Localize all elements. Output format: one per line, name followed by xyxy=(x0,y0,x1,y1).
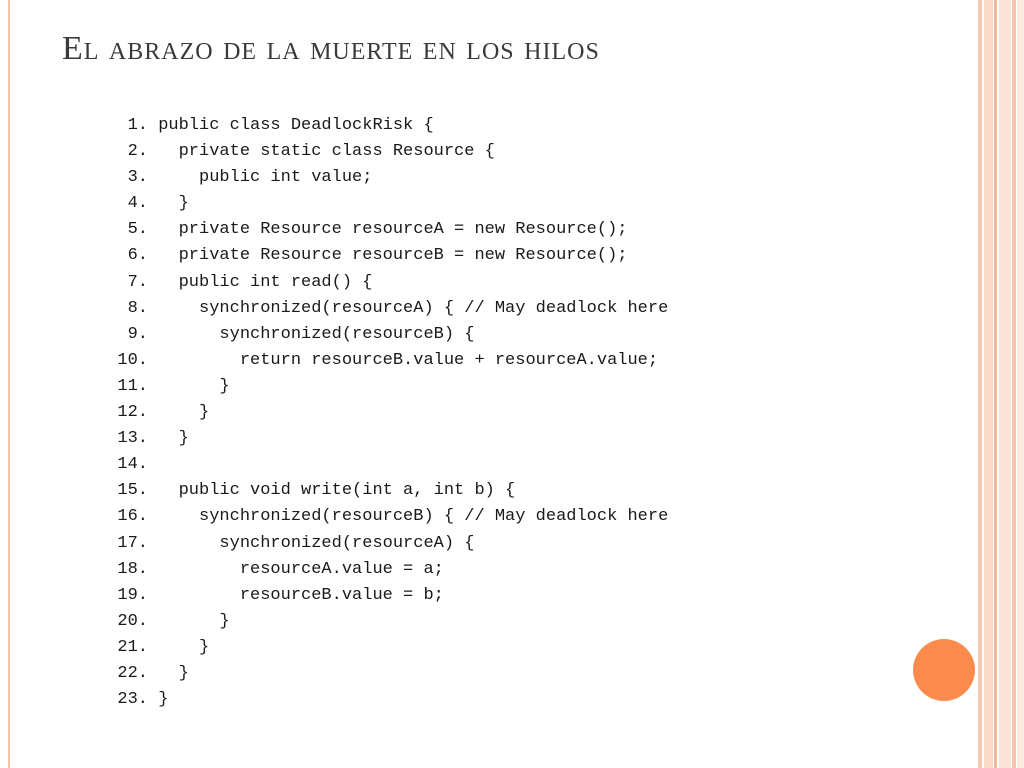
code-line xyxy=(100,635,668,661)
line-number: 12. xyxy=(117,403,148,423)
line-number: 4. xyxy=(127,194,148,214)
code-line xyxy=(100,217,668,243)
decor-stripe xyxy=(994,0,997,768)
code-line xyxy=(100,557,668,583)
code-line xyxy=(100,191,668,217)
code-text: return resourceB.value + resourceA.value; xyxy=(158,350,659,370)
line-number: 20. xyxy=(117,611,148,631)
line-spacer xyxy=(148,638,158,657)
line-number: 7. xyxy=(127,272,148,292)
code-text: } xyxy=(158,403,210,423)
line-spacer xyxy=(148,534,158,553)
code-line xyxy=(100,165,668,191)
code-line xyxy=(100,348,668,374)
code-line xyxy=(100,504,668,530)
line-number: 8. xyxy=(127,298,148,318)
code-line xyxy=(100,296,668,322)
code-text: private static class Resource { xyxy=(158,142,495,162)
code-text: } xyxy=(158,690,169,710)
line-spacer xyxy=(148,351,158,370)
code-text: resourceA.value = a; xyxy=(158,559,444,579)
line-spacer xyxy=(148,403,158,422)
code-text: } xyxy=(158,429,189,449)
line-number: 3. xyxy=(127,168,148,188)
code-text: } xyxy=(158,194,189,214)
code-text: synchronized(resourceA) { xyxy=(158,533,475,553)
line-number: 21. xyxy=(117,637,148,657)
line-number: 2. xyxy=(127,142,148,162)
decor-stripe xyxy=(1012,0,1016,768)
line-spacer xyxy=(148,507,158,526)
line-spacer xyxy=(148,690,158,709)
decor-circle xyxy=(913,639,975,701)
code-text: private Resource resourceA = new Resource(); xyxy=(158,220,628,240)
code-line xyxy=(100,452,668,478)
line-number: 13. xyxy=(117,429,148,449)
code-text: private Resource resourceB = new Resource(); xyxy=(158,246,628,266)
code-text: synchronized(resourceB) { // May deadlock here xyxy=(158,507,669,527)
line-number: 19. xyxy=(117,585,148,605)
line-spacer xyxy=(148,586,158,605)
decor-stripe xyxy=(978,0,982,768)
line-number: 9. xyxy=(127,324,148,344)
code-text: } xyxy=(158,663,189,683)
line-spacer xyxy=(148,612,158,631)
code-text: } xyxy=(158,637,210,657)
line-spacer xyxy=(148,194,158,213)
code-text: public void write(int a, int b) { xyxy=(158,481,516,501)
code-text: public int value; xyxy=(158,168,373,188)
line-number: 5. xyxy=(127,220,148,240)
line-spacer xyxy=(148,142,158,161)
code-line xyxy=(100,400,668,426)
line-spacer xyxy=(148,664,158,683)
line-number: 17. xyxy=(117,533,148,553)
line-spacer xyxy=(148,377,158,396)
line-number: 15. xyxy=(117,481,148,501)
line-spacer xyxy=(148,220,158,239)
line-spacer xyxy=(148,116,158,135)
line-number: 1. xyxy=(127,116,148,135)
line-spacer xyxy=(148,246,158,265)
code-text: synchronized(resourceB) { xyxy=(158,324,475,344)
decor-stripe xyxy=(999,0,1011,768)
line-spacer xyxy=(148,325,158,344)
code-block xyxy=(100,113,668,713)
code-line xyxy=(100,478,668,504)
code-line xyxy=(100,139,668,165)
code-text: } xyxy=(158,611,230,631)
code-line xyxy=(100,322,668,348)
decor-stripe xyxy=(1017,0,1024,768)
line-number: 16. xyxy=(117,507,148,527)
code-line xyxy=(100,661,668,687)
line-number: 11. xyxy=(117,376,148,396)
decor-stripe xyxy=(984,0,993,768)
code-line xyxy=(100,243,668,269)
code-line xyxy=(100,583,668,609)
line-spacer xyxy=(148,560,158,579)
line-number: 10. xyxy=(117,350,148,370)
code-line xyxy=(100,687,668,713)
code-line xyxy=(100,609,668,635)
line-spacer xyxy=(148,299,158,318)
line-number: 14. xyxy=(117,455,148,475)
line-spacer xyxy=(148,481,158,500)
code-line xyxy=(100,426,668,452)
code-text: synchronized(resourceA) { // May deadlock here xyxy=(158,298,669,318)
line-spacer xyxy=(148,273,158,292)
code-text: public int read() { xyxy=(158,272,373,292)
line-number: 6. xyxy=(127,246,148,266)
line-number: 23. xyxy=(117,690,148,710)
code-line xyxy=(100,270,668,296)
code-text: resourceB.value = b; xyxy=(158,585,444,605)
slide-title: El abrazo de la muerte en los hilos xyxy=(62,30,600,67)
left-border-line xyxy=(8,0,10,768)
code-line xyxy=(100,531,668,557)
code-text: public class DeadlockRisk { xyxy=(158,116,434,135)
line-spacer xyxy=(148,455,158,474)
code-text: } xyxy=(158,376,230,396)
line-number: 22. xyxy=(117,663,148,683)
line-number: 18. xyxy=(117,559,148,579)
line-spacer xyxy=(148,429,158,448)
line-spacer xyxy=(148,168,158,187)
code-line xyxy=(100,113,668,139)
code-line xyxy=(100,374,668,400)
